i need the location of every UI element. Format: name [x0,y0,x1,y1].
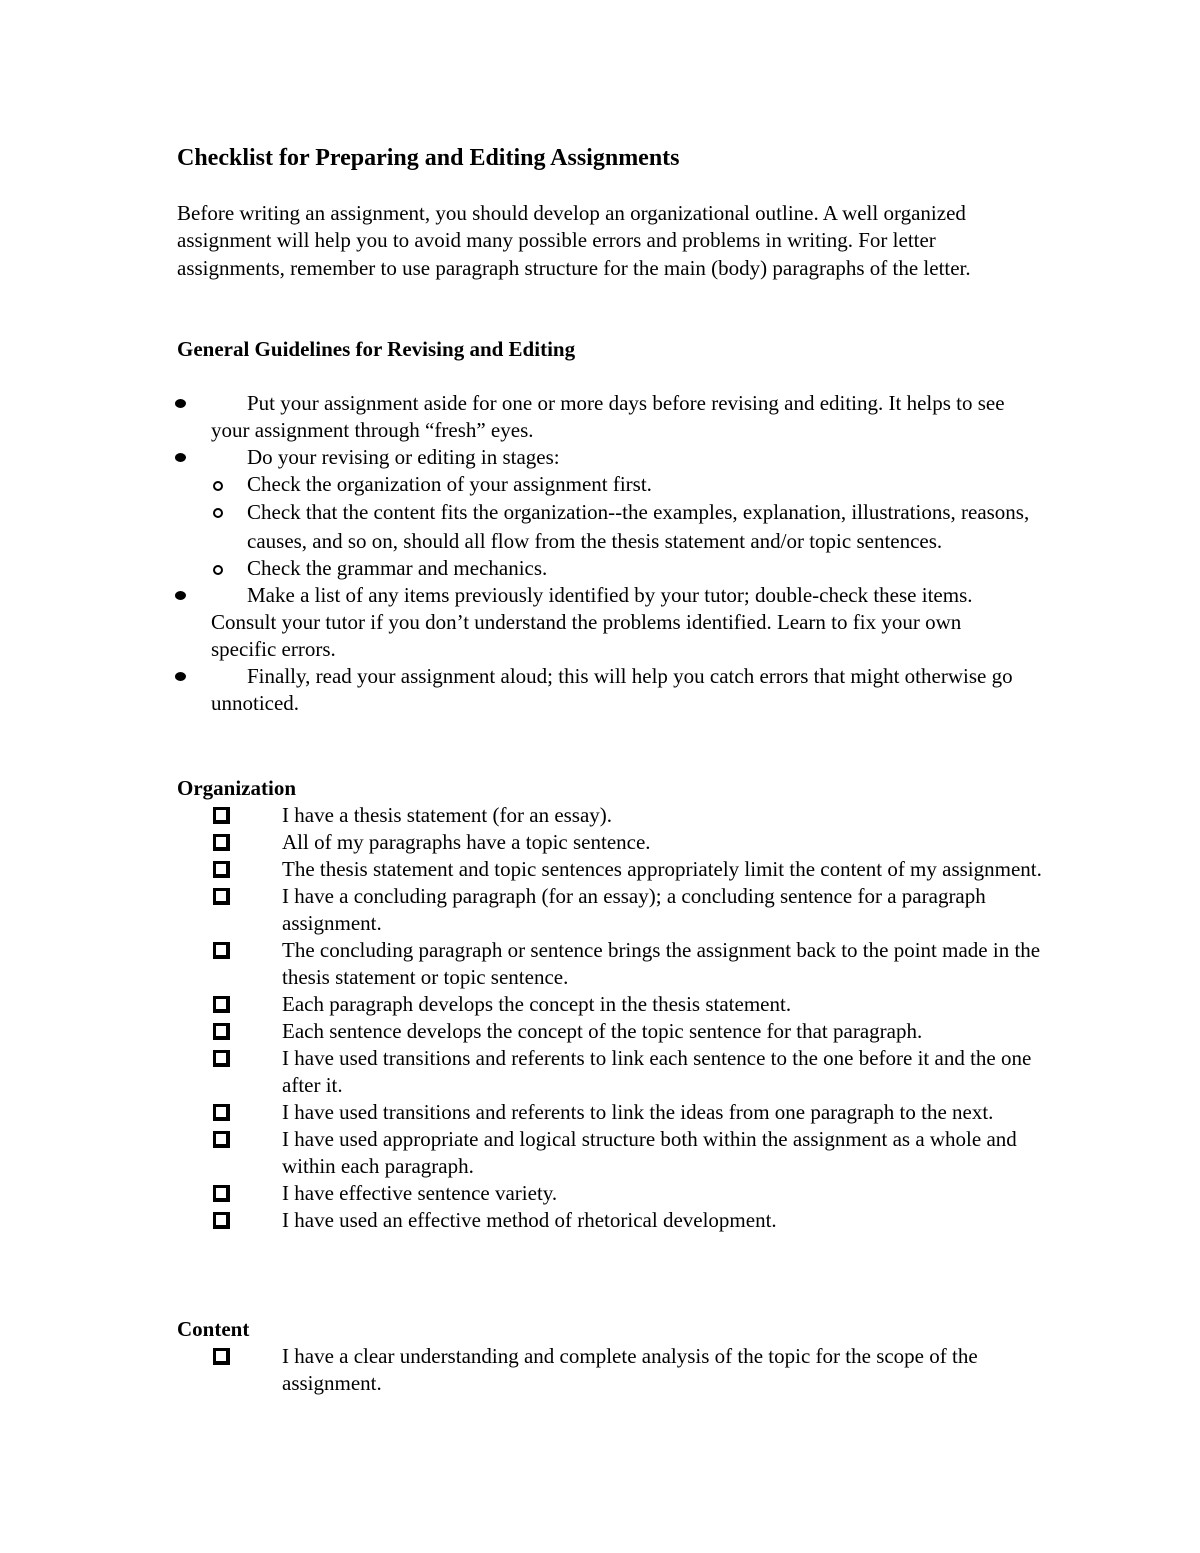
sub-list-item [0,498,1037,555]
checklist-item-text: I have used transitions and referents to link each sentence to the one before it and the one after it. [282,1046,1032,1097]
bullet-icon [175,399,186,408]
bullet-icon [175,672,186,681]
checklist-item [0,856,1042,883]
checklist-item [0,1018,1042,1045]
organization-heading: Organization [177,776,296,800]
checkbox-icon[interactable] [213,1131,230,1148]
list-item-text: Check the organization of your assignment first. [247,472,652,496]
checklist-item [0,1343,1042,1397]
checklist-item [0,1099,1042,1126]
bullet-icon [175,591,186,600]
circle-bullet-icon [213,565,223,575]
list-item-text: Finally, read your assignment aloud; this will help you catch errors that might otherwise go unnoticed. [211,664,1013,715]
checklist-item-text: I have used transitions and referents to link the ideas from one paragraph to the next. [282,1100,994,1124]
checklist-item-text: Each paragraph develops the concept in the thesis statement. [282,992,792,1016]
checkbox-icon[interactable] [213,888,230,905]
checkbox-icon[interactable] [213,942,230,959]
checklist-item-text: I have a concluding paragraph (for an essay); a concluding sentence for a paragraph assignment. [282,884,986,935]
checkbox-icon[interactable] [213,1185,230,1202]
checklist-item [0,1207,1042,1234]
sub-list-item [0,471,1037,498]
list-item-text: Do your revising or editing in stages: [247,445,560,469]
checkbox-icon[interactable] [213,834,230,851]
checklist-item [0,937,1042,991]
checklist-item [0,1180,1042,1207]
checkbox-icon[interactable] [213,807,230,824]
checklist-item-text: I have effective sentence variety. [282,1181,558,1205]
checkbox-icon[interactable] [213,1023,230,1040]
intro-paragraph: Before writing an assignment, you should develop an organizational outline. A well organized assignment will help you to avoid many possible errors and problems in writing. For letter assignments, remember to use paragraph structure for the main (body) paragraphs of the letter. [177,201,971,280]
organization-checklist [0,802,1042,1234]
checkbox-icon[interactable] [213,1348,230,1365]
content-checklist [0,1343,1042,1397]
guidelines-heading: General Guidelines for Revising and Editing [177,337,576,361]
checklist-item-text: Each sentence develops the concept of the topic sentence for that paragraph. [282,1019,923,1043]
guidelines-list [0,390,1037,717]
checklist-item [0,1126,1042,1180]
sub-list-item [0,555,1037,582]
checkbox-icon[interactable] [213,861,230,878]
checkbox-icon[interactable] [213,996,230,1013]
checkbox-icon[interactable] [213,1104,230,1121]
checklist-item [0,1045,1042,1099]
checklist-item-text: The thesis statement and topic sentences appropriately limit the content of my assignment. [282,857,1042,881]
list-item [0,444,1031,471]
checkbox-icon[interactable] [213,1050,230,1067]
checklist-item-text: I have used an effective method of rhetorical development. [282,1208,777,1232]
checkbox-icon[interactable] [213,1212,230,1229]
circle-bullet-icon [213,508,223,518]
document-title: Checklist for Preparing and Editing Assignments [177,145,680,171]
bullet-icon [175,453,186,462]
checklist-item [0,883,1042,937]
checklist-item [0,829,1042,856]
circle-bullet-icon [213,481,223,491]
list-item [0,663,1031,717]
checklist-item-text: All of my paragraphs have a topic sentence. [282,830,651,854]
checklist-item-text: I have a thesis statement (for an essay). [282,803,613,827]
list-item-text: Check the grammar and mechanics. [247,556,548,580]
checklist-item-text: I have used appropriate and logical structure both within the assignment as a whole and within each paragraph. [282,1127,1017,1178]
checklist-item [0,802,1042,829]
list-item [0,582,1031,663]
list-item-text: Put your assignment aside for one or more days before revising and editing. It helps to see your assignment through “fresh” eyes. [211,391,1005,442]
checklist-item-text: The concluding paragraph or sentence brings the assignment back to the point made in the thesis statement or topic sentence. [282,938,1041,989]
checklist-item-text: I have a clear understanding and complete analysis of the topic for the scope of the assignment. [282,1344,978,1395]
list-item-text: Check that the content fits the organization--the examples, explanation, illustrations, reasons, causes, and so on, should all flow from the thesis statement and/or topic sentences. [247,500,1030,553]
list-item [0,390,1031,444]
content-heading: Content [177,1317,250,1341]
list-item-text: Make a list of any items previously identified by your tutor; double-check these items. Consult your tutor if you don’t understand the problems identified. Learn to fix your own specific errors. [211,583,973,661]
checklist-item [0,991,1042,1018]
